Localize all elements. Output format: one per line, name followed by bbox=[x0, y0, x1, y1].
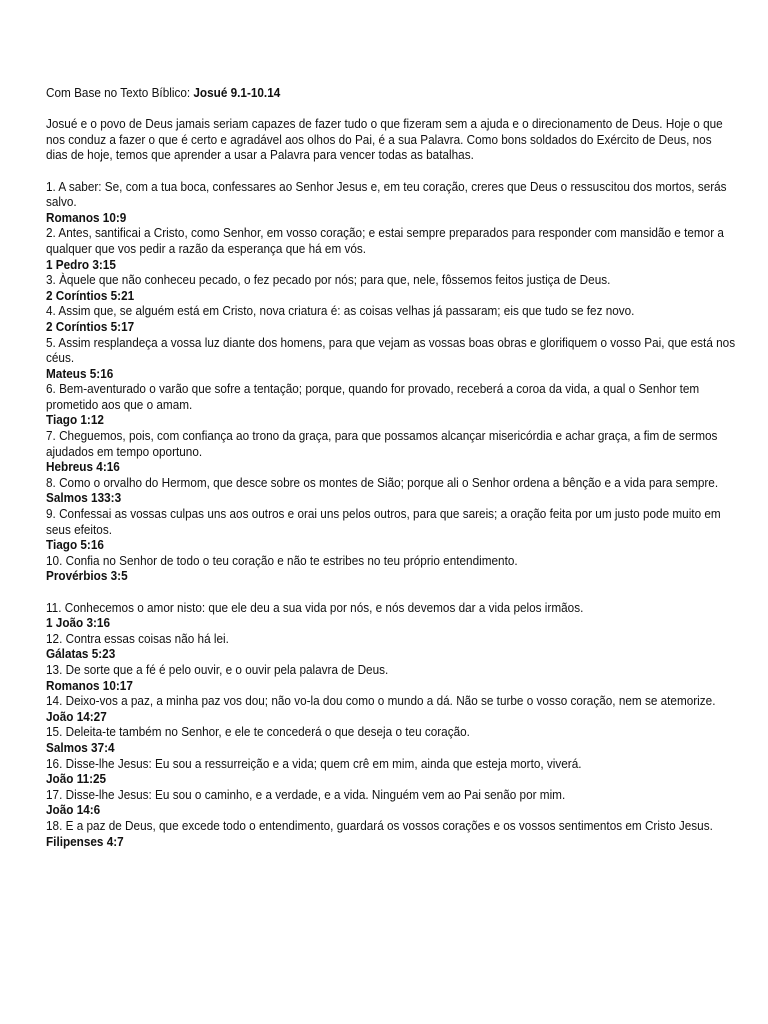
verse-text: 8. Como o orvalho do Hermom, que desce sobre os montes de Sião; porque ali o Senhor ordena a bênção e a vida para sempre. bbox=[46, 475, 719, 490]
verse-reference: Mateus 5:16 bbox=[46, 366, 114, 381]
verse-text: 13. De sorte que a fé é pelo ouvir, e o ouvir pela palavra de Deus. bbox=[46, 662, 389, 677]
verse-text: 2. Antes, santificai a Cristo, como Senhor, em vosso coração; e estai sempre preparados para responder com mansidão e temor a qualquer que vos pedir a razão da esperança que há em vós. bbox=[46, 226, 724, 256]
verse-reference: Tiago 5:16 bbox=[46, 538, 104, 553]
verse-reference: João 14:27 bbox=[46, 709, 107, 724]
verse-reference: Salmos 37:4 bbox=[46, 740, 115, 755]
verse-reference: Salmos 133:3 bbox=[46, 491, 122, 506]
study-header bbox=[46, 86, 736, 102]
verse-reference: 2 Coríntios 5:21 bbox=[46, 288, 135, 303]
verse-reference: Provérbios 3:5 bbox=[46, 569, 128, 584]
verse-reference: Filipenses 4:7 bbox=[46, 834, 124, 849]
intro-paragraph: Josué e o povo de Deus jamais seriam capazes de fazer tudo o que fizeram sem a ajuda e o direcionamento de Deus. Hoje o que nos conduz a fazer o que é certo e agradável aos olhos do Pai, é a sua Palavra. Como bons soldados do Exército de Deus, nos dias de hoje, temos que aprender a usar a Palavra para vencer todas as batalhas. bbox=[46, 117, 723, 163]
verse-reference: Tiago 1:12 bbox=[46, 413, 104, 428]
verse-reference: Gálatas 5:23 bbox=[46, 647, 116, 662]
verse-text: 12. Contra essas coisas não há lei. bbox=[46, 631, 229, 646]
verse-text: 10. Confia no Senhor de todo o teu coração e não te estribes no teu próprio entendimento. bbox=[46, 553, 518, 568]
verse-list-2 bbox=[46, 601, 736, 851]
verse-text: 16. Disse-lhe Jesus: Eu sou a ressurreição e a vida; quem crê em mim, ainda que esteja morto, viverá. bbox=[46, 756, 582, 771]
verse-text: 11. Conhecemos o amor nisto: que ele deu a sua vida por nós, e nós devemos dar a vida pelos irmãos. bbox=[46, 600, 584, 615]
verse-text: 5. Assim resplandeça a vossa luz diante dos homens, para que vejam as vossas boas obras e glorifiquem o vosso Pai, que está nos céus. bbox=[46, 335, 736, 366]
verse-reference: João 11:25 bbox=[46, 772, 107, 787]
verse-reference: 2 Coríntios 5:17 bbox=[46, 319, 135, 334]
verse-text: 9. Confessai as vossas culpas uns aos outros e orai uns pelos outros, para que sareis; a oração feita por um justo pode muito em seus efeitos. bbox=[46, 507, 721, 537]
verse-text: 1. A saber: Se, com a tua boca, confessares ao Senhor Jesus e, em teu coração, creres que Deus o ressuscitou dos mortos, serás salvo. bbox=[46, 179, 727, 210]
header-reference: Josué 9.1-10.14 bbox=[193, 86, 281, 100]
verse-text: 15. Deleita-te também no Senhor, e ele te concederá o que deseja o teu coração. bbox=[46, 725, 470, 740]
verse-text: 4. Assim que, se alguém está em Cristo, nova criatura é: as coisas velhas já passaram; eis que tudo se fez novo. bbox=[46, 304, 635, 319]
verse-reference: Romanos 10:17 bbox=[46, 678, 133, 693]
spacer bbox=[46, 164, 736, 180]
verse-text: 14. Deixo-vos a paz, a minha paz vos dou; não vo-la dou como o mundo a dá. Não se turbe o vosso coração, nem se atemorize. bbox=[46, 694, 716, 709]
verse-text: 17. Disse-lhe Jesus: Eu sou o caminho, e a verdade, e a vida. Ninguém vem ao Pai senão por mim. bbox=[46, 787, 566, 802]
verse-text: 6. Bem-aventurado o varão que sofre a tentação; porque, quando for provado, receberá a coroa da vida, a qual o Senhor tem prometido aos que o amam. bbox=[46, 382, 700, 412]
spacer bbox=[46, 585, 736, 601]
verse-text: 7. Cheguemos, pois, com confiança ao trono da graça, para que possamos alcançar misericórdia e achar graça, a fim de sermos ajudados em tempo oportuno. bbox=[46, 429, 718, 459]
verse-text: 18. E a paz de Deus, que excede todo o entendimento, guardará os vossos corações e os vossos sentimentos em Cristo Jesus. bbox=[46, 818, 713, 833]
verse-reference: 1 João 3:16 bbox=[46, 616, 111, 631]
verse-list-1 bbox=[46, 180, 736, 585]
spacer bbox=[46, 102, 736, 118]
verse-reference: 1 Pedro 3:15 bbox=[46, 257, 116, 272]
document-page bbox=[46, 86, 736, 850]
verse-reference: João 14:6 bbox=[46, 803, 101, 818]
verse-text: 3. Àquele que não conheceu pecado, o fez pecado por nós; para que, nele, fôssemos feitos justiça de Deus. bbox=[46, 273, 611, 288]
verse-reference: Hebreus 4:16 bbox=[46, 460, 120, 475]
header-prefix: Com Base no Texto Bíblico: bbox=[46, 86, 194, 100]
verse-reference: Romanos 10:9 bbox=[46, 210, 127, 225]
